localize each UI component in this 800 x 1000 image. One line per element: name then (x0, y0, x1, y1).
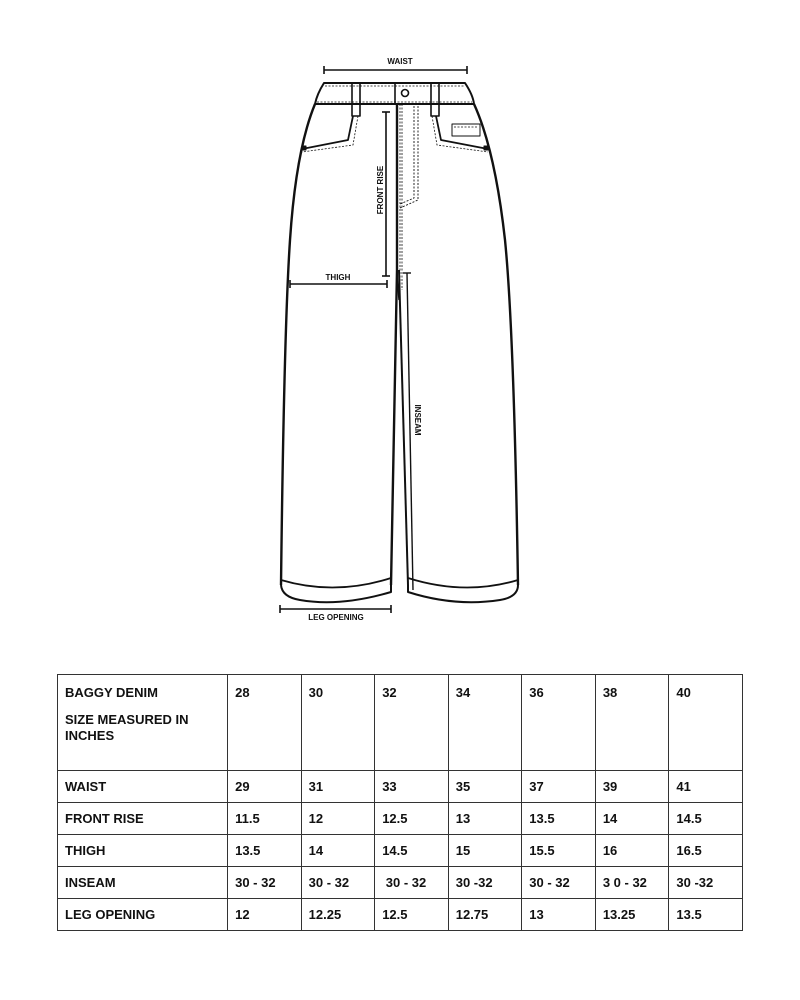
label-leg-opening: LEG OPENING (308, 613, 364, 622)
table-subtitle: SIZE MEASURED IN INCHES (65, 712, 189, 743)
measure-waist (324, 66, 467, 74)
table-row-waist (58, 771, 743, 803)
table-cell: 13.5 (522, 803, 596, 835)
label-thigh: THIGH (325, 273, 351, 282)
table-cell: 35 (448, 771, 522, 803)
table-cell: 16 (595, 835, 669, 867)
label-front-rise: FRONT RISE (376, 165, 385, 215)
table-cell: 29 (228, 771, 302, 803)
table-cell: 33 (375, 771, 449, 803)
label-inseam: INSEAM (413, 404, 422, 436)
jeans-outline (281, 83, 518, 602)
row-label: LEG OPENING (58, 899, 228, 931)
table-cell: 3 0 - 32 (595, 867, 669, 899)
row-label: WAIST (58, 771, 228, 803)
table-cell: 14 (301, 835, 375, 867)
table-cell: 31 (301, 771, 375, 803)
table-cell: 37 (522, 771, 596, 803)
table-cell: 13 (522, 899, 596, 931)
table-cell: 15.5 (522, 835, 596, 867)
table-cell: 13.25 (595, 899, 669, 931)
table-row-leg-opening (58, 899, 743, 931)
table-cell: 16.5 (669, 835, 743, 867)
table-row-thigh (58, 835, 743, 867)
size-header: 32 (375, 675, 449, 771)
row-label: FRONT RISE (58, 803, 228, 835)
table-title-cell (58, 675, 228, 771)
table-cell: 30 - 32 (522, 867, 596, 899)
belt-loop-right (431, 83, 439, 116)
table-cell: 13.5 (228, 835, 302, 867)
table-cell: 12.25 (301, 899, 375, 931)
table-row-inseam (58, 867, 743, 899)
table-cell: 13 (448, 803, 522, 835)
table-title: BAGGY DENIM (65, 685, 158, 700)
table-cell: 30 - 32 (228, 867, 302, 899)
measure-leg-opening (280, 605, 391, 613)
table-cell: 30 -32 (669, 867, 743, 899)
table-cell: 13.5 (669, 899, 743, 931)
size-header: 40 (669, 675, 743, 771)
table-cell: 12 (228, 899, 302, 931)
size-header: 36 (522, 675, 596, 771)
table-row-front-rise (58, 803, 743, 835)
table-cell: 12 (301, 803, 375, 835)
table-cell: 30 - 32 (301, 867, 375, 899)
button-icon (402, 90, 409, 97)
label-waist: WAIST (387, 57, 413, 66)
table-cell: 14.5 (669, 803, 743, 835)
size-header: 30 (301, 675, 375, 771)
table-cell: 11.5 (228, 803, 302, 835)
row-label: THIGH (58, 835, 228, 867)
table-cell: 39 (595, 771, 669, 803)
coin-pocket (452, 124, 480, 136)
size-header: 34 (448, 675, 522, 771)
table-cell: 14 (595, 803, 669, 835)
belt-loop-left (352, 83, 360, 116)
size-header: 38 (595, 675, 669, 771)
table-cell: 12.75 (448, 899, 522, 931)
table-header-row (58, 675, 743, 771)
table-cell: 30 - 32 (375, 867, 449, 899)
size-header: 28 (228, 675, 302, 771)
size-chart-table (57, 674, 743, 931)
table-cell: 30 -32 (448, 867, 522, 899)
table-cell: 12.5 (375, 803, 449, 835)
row-label: INSEAM (58, 867, 228, 899)
table-cell: 41 (669, 771, 743, 803)
table-cell: 15 (448, 835, 522, 867)
table-cell: 12.5 (375, 899, 449, 931)
table-cell: 14.5 (375, 835, 449, 867)
